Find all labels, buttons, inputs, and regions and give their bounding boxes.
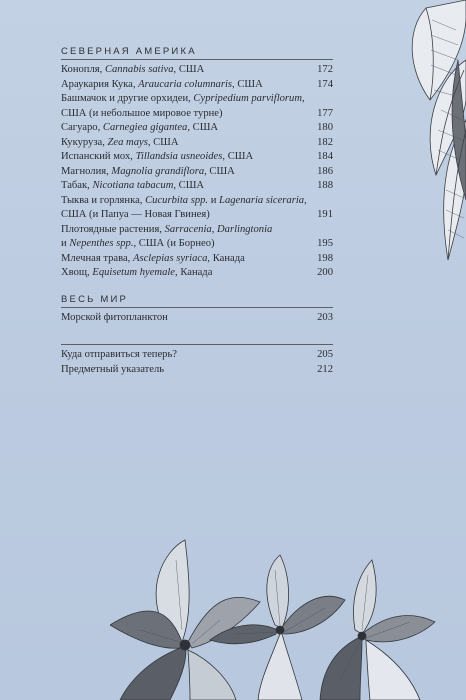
page-number: 188 <box>317 180 333 191</box>
page-number: 198 <box>317 252 333 264</box>
toc-entry[interactable]: Башмачок и другие орхидеи, Cypripedium parviflorum, <box>61 93 305 104</box>
toc-entry[interactable]: Магнолия, Magnolia grandiflora, США 186 <box>61 165 333 180</box>
section-divider <box>61 59 333 60</box>
toc-entry-index[interactable]: Предметный указатель 212 <box>61 363 333 378</box>
lily-flowers-illustration <box>110 530 466 700</box>
page-number: 191 <box>317 209 333 220</box>
page-number: 200 <box>317 267 333 278</box>
page-number: 172 <box>317 64 333 75</box>
page-number: 180 <box>317 122 333 133</box>
page-number: 195 <box>317 238 333 249</box>
section-heading-north-america: СЕВЕРНАЯ АМЕРИКА <box>61 46 197 57</box>
toc-entry[interactable]: Хвощ, Equisetum hyemale, Канада 200 <box>61 266 333 281</box>
spacer <box>61 281 333 293</box>
section-divider <box>61 307 333 308</box>
section-divider <box>61 344 333 345</box>
page-number: 203 <box>317 311 333 323</box>
toc-entry[interactable]: Млечная трава, Asclepias syriaca, Канада 198 <box>61 252 333 267</box>
toc-entry[interactable]: Араукария Кука, Araucaria columnaris, США 174 <box>61 78 333 93</box>
page-number: 174 <box>317 78 333 90</box>
toc-entry[interactable]: Табак, Nicotiana tabacum, США 188 <box>61 179 333 194</box>
toc-entry-where-next[interactable]: Куда отправиться теперь? 205 <box>61 348 333 363</box>
toc-entry[interactable]: США (и Папуа — Новая Гвинея) 191 <box>61 208 333 223</box>
page-number: 184 <box>317 151 333 162</box>
toc-entry[interactable]: Морской фитопланктон 203 <box>61 311 333 326</box>
toc-entry[interactable]: Конопля, Cannabis sativa, США 172 <box>61 63 333 78</box>
page-number: 212 <box>317 363 333 375</box>
toc-entry[interactable]: Сагуаро, Carnegiea gigantea, США 180 <box>61 121 333 136</box>
tropical-leaves-illustration <box>386 0 466 300</box>
toc-entry[interactable]: США (и небольшое мировое турне) 177 <box>61 107 333 122</box>
toc-entry[interactable]: Кукуруза, Zea mays, США 182 <box>61 136 333 151</box>
section-heading-whole-world: ВЕСЬ МИР <box>61 293 129 305</box>
page-number: 205 <box>317 349 333 360</box>
toc-entry[interactable]: Испанский мох, Tillandsia usneoides, США 184 <box>61 150 333 165</box>
table-of-contents <box>61 45 333 377</box>
toc-entry[interactable]: Тыква и горлянка, Cucurbita spp. и Lagenaria siceraria, <box>61 194 307 206</box>
toc-entry[interactable]: и Nepenthes spp., США (и Борнео) 195 <box>61 237 333 252</box>
spacer <box>61 325 333 343</box>
page-number: 186 <box>317 165 333 177</box>
page-number: 177 <box>317 107 333 119</box>
toc-entry[interactable]: Плотоядные растения, Sarracenia, Darlingtonia <box>61 223 273 235</box>
page-number: 182 <box>317 136 333 148</box>
